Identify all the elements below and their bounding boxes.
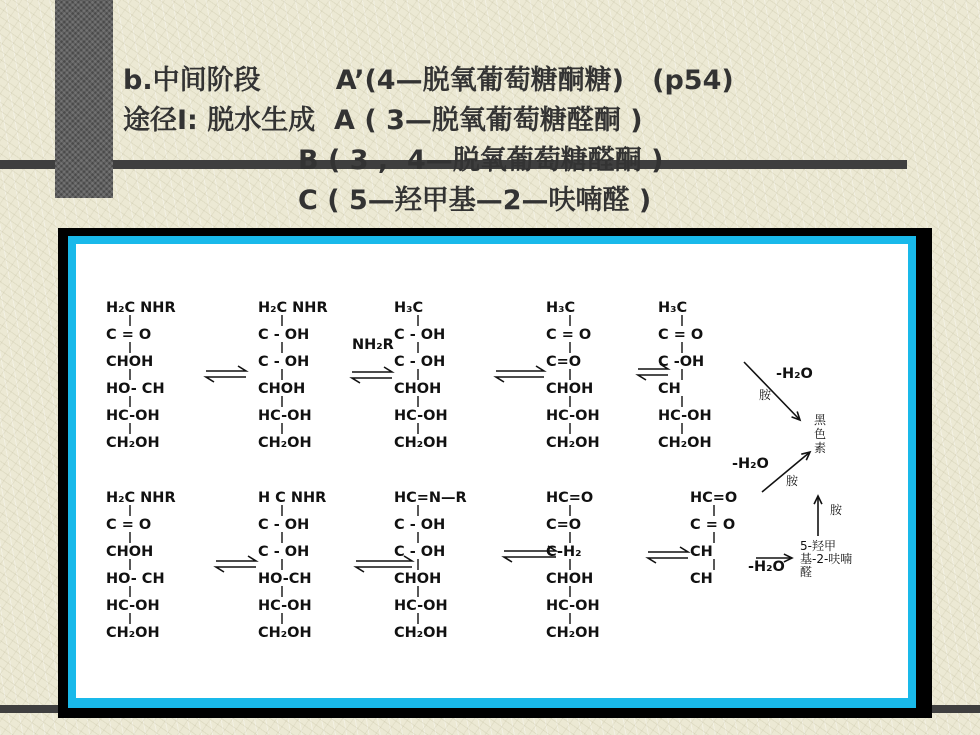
amine-label-2: 胺 xyxy=(786,474,799,488)
melanoidin-char-2: 色 xyxy=(814,427,827,441)
formula-row1-mol5-line4: CH xyxy=(658,381,681,397)
formula-row1-mol4-line4: CHOH xyxy=(546,381,594,397)
reaction-diagram xyxy=(76,244,908,698)
formula-row1-mol1-line5: HC-OH xyxy=(106,408,160,424)
hmf-label-line-2: 基-2-呋喃 xyxy=(800,552,853,566)
minus-h2o-label-3: -H₂O xyxy=(748,559,785,575)
formula-row2-mol4-line3: C-H₂ xyxy=(546,544,582,560)
reagent-nh2r-label: NH₂R xyxy=(352,337,394,353)
formula-row2-mol4-line4: CHOH xyxy=(546,571,594,587)
diagram-frame-border xyxy=(68,236,916,708)
diagram-frame xyxy=(58,228,932,718)
formula-row2-mol4-line6: CH₂OH xyxy=(546,625,600,641)
melanoidin-char-3: 素 xyxy=(814,441,827,455)
formula-row1-mol5-line3: C -OH xyxy=(658,354,705,370)
minus-h2o-label-1: -H₂O xyxy=(776,366,813,382)
amine-label-3: 胺 xyxy=(830,503,843,517)
formula-row1-mol1-line3: CHOH xyxy=(106,354,154,370)
title-line-3: B ( 3 , 4—脱氧葡萄糖醛酮 ) xyxy=(298,145,664,176)
formula-row2-mol2-line2: C - OH xyxy=(258,517,310,533)
formula-row2-mol3-line5: HC-OH xyxy=(394,598,448,614)
equilibrium-arrow-r2-4 xyxy=(648,547,688,563)
formula-row2-mol4-line5: HC-OH xyxy=(546,598,600,614)
formula-row2-mol4-line1: HC=O xyxy=(546,490,594,506)
formula-row1-mol2-line4: CHOH xyxy=(258,381,306,397)
formula-row1-mol5-line5: HC-OH xyxy=(658,408,712,424)
formula-row1-mol2-line5: HC-OH xyxy=(258,408,312,424)
formula-row2-mol2-line5: HC-OH xyxy=(258,598,312,614)
formula-row1-mol5-line2: C = O xyxy=(658,327,704,343)
formula-row1-mol3-line3: C - OH xyxy=(394,354,446,370)
formula-row1-mol5-line1: H₃C xyxy=(658,300,688,316)
formula-row2-mol5-line1: HC=O xyxy=(690,490,738,506)
formula-row2-mol5-line4: CH xyxy=(690,571,713,587)
formula-row2-mol1-line3: CHOH xyxy=(106,544,154,560)
formula-row2-mol1-line5: HC-OH xyxy=(106,598,160,614)
equilibrium-arrow-r2-1 xyxy=(216,556,256,572)
corner-tile-decoration xyxy=(55,0,113,198)
equilibrium-arrow-r1-1 xyxy=(206,366,246,382)
formula-row2-mol4-line2: C=O xyxy=(546,517,582,533)
formula-row2-mol3-line4: CHOH xyxy=(394,571,442,587)
formula-row2-mol1-line4: HO- CH xyxy=(106,571,165,587)
formula-row1-mol3-line1: H₃C xyxy=(394,300,424,316)
formula-row2-mol3-line6: CH₂OH xyxy=(394,625,448,641)
amine-label-1: 胺 xyxy=(759,388,772,402)
formula-row1-mol3-line2: C - OH xyxy=(394,327,446,343)
hmf-label-line-3: 醛 xyxy=(800,565,813,579)
equilibrium-arrow-r1-2 xyxy=(352,367,392,383)
formula-row1-mol4-line1: H₃C xyxy=(546,300,576,316)
formula-row2-mol5-line2: C = O xyxy=(690,517,736,533)
formula-row1-mol1-line1: H₂C NHR xyxy=(106,300,176,316)
formula-row2-mol3-line1: HC=N—R xyxy=(394,490,467,506)
formula-row1-mol4-line5: HC-OH xyxy=(546,408,600,424)
formula-row2-mol2-line6: CH₂OH xyxy=(258,625,312,641)
formula-row1-mol3-line5: HC-OH xyxy=(394,408,448,424)
formula-row1-mol1-line2: C = O xyxy=(106,327,152,343)
equilibrium-arrow-r1-3 xyxy=(496,366,544,382)
formula-row1-mol2-line1: H₂C NHR xyxy=(258,300,328,316)
formula-row2-mol3-line3: C - OH xyxy=(394,544,446,560)
formula-row1-mol1-line4: HO- CH xyxy=(106,381,165,397)
title-line-4: C ( 5—羟甲基—2—呋喃醛 ) xyxy=(298,185,652,216)
formula-row2-mol1-line1: H₂C NHR xyxy=(106,490,176,506)
title-line-1: b.中间阶段 A’(4—脱氧葡萄糖酮糖) (p54) xyxy=(123,65,734,96)
formula-row1-mol5-line6: CH₂OH xyxy=(658,435,712,451)
formula-row1-mol2-line2: C - OH xyxy=(258,327,310,343)
formula-row2-mol1-line2: C = O xyxy=(106,517,152,533)
formula-row2-mol2-line1: H C NHR xyxy=(258,490,327,506)
formula-row2-mol1-line6: CH₂OH xyxy=(106,625,160,641)
formula-row2-mol3-line2: C - OH xyxy=(394,517,446,533)
formula-row1-mol4-line2: C = O xyxy=(546,327,592,343)
title-line-2: 途径Ⅰ: 脱水生成 A ( 3—脱氧葡萄糖醛酮 ) xyxy=(123,105,643,136)
reaction-diagram-panel xyxy=(76,244,908,698)
formula-row2-mol5-line3: CH xyxy=(690,544,713,560)
formula-row1-mol2-line3: C - OH xyxy=(258,354,310,370)
formula-row2-mol2-line3: C - OH xyxy=(258,544,310,560)
formula-row1-mol4-line3: C=O xyxy=(546,354,582,370)
formula-row2-mol2-line4: HO-CH xyxy=(258,571,312,587)
hmf-label-line-1: 5-羟甲 xyxy=(800,539,836,553)
melanoidin-char-1: 黑 xyxy=(814,413,827,427)
formula-row1-mol3-line6: CH₂OH xyxy=(394,435,448,451)
equilibrium-arrow-r1-4 xyxy=(638,364,668,380)
formula-row1-mol4-line6: CH₂OH xyxy=(546,435,600,451)
minus-h2o-label-2: -H₂O xyxy=(732,456,769,472)
formula-row1-mol2-line6: CH₂OH xyxy=(258,435,312,451)
formula-row1-mol1-line6: CH₂OH xyxy=(106,435,160,451)
formula-row1-mol3-line4: CHOH xyxy=(394,381,442,397)
